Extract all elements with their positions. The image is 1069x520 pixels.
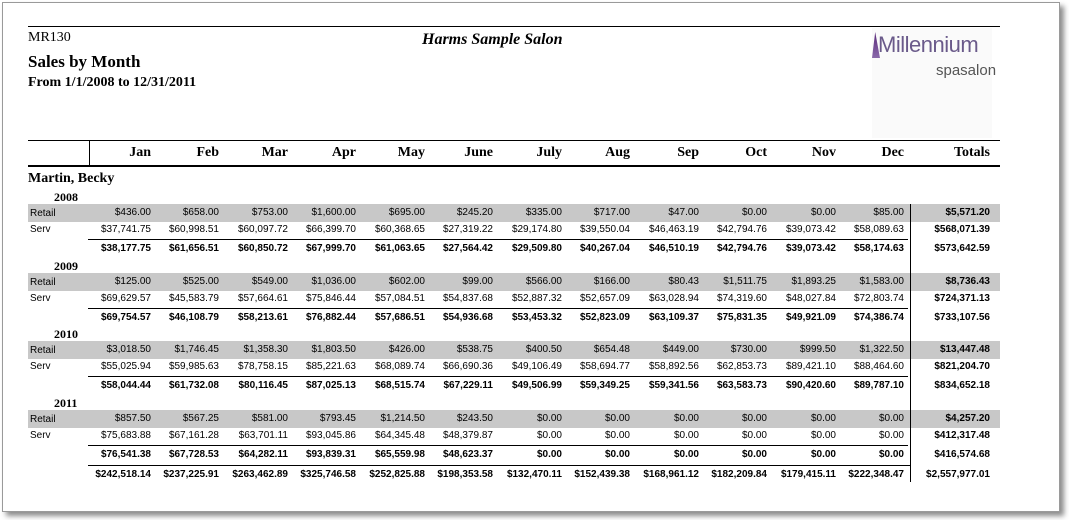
column-header-sep: Sep (677, 145, 699, 160)
grand-total-cell: $242,518.14 (95, 469, 151, 480)
column-header-nov: Nov (811, 145, 836, 160)
retail-cell: $695.00 (388, 207, 425, 218)
year-total-cell: $54,936.68 (442, 312, 493, 323)
retail-cell: $999.50 (799, 344, 836, 355)
serv-cell: $0.00 (810, 430, 836, 441)
retail-cell: $5,571.20 (945, 207, 990, 218)
retail-cell: $0.00 (878, 413, 904, 424)
year-subtotal-rule (88, 239, 908, 240)
retail-cell: $0.00 (604, 413, 630, 424)
year-total-cell: $59,341.56 (648, 380, 699, 391)
retail-cell: $658.00 (182, 207, 219, 218)
retail-cell: $243.50 (456, 413, 493, 424)
serv-cell: $49,106.49 (511, 361, 562, 372)
serv-cell: $724,371.13 (934, 293, 990, 304)
retail-cell: $1,358.30 (243, 344, 288, 355)
grand-total-cell: $2,557,977.01 (926, 469, 990, 480)
serv-cell: $42,794.76 (716, 224, 767, 235)
serv-row-label: Serv (30, 293, 51, 304)
retail-cell: $436.00 (114, 207, 151, 218)
serv-cell: $37,741.75 (100, 224, 151, 235)
year-total-cell: $74,386.74 (853, 312, 904, 323)
year-total-cell: $65,559.98 (374, 449, 425, 460)
year-total-cell: $39,073.42 (785, 243, 836, 254)
year-total-cell: $0.00 (741, 449, 767, 460)
serv-cell: $821,204.70 (934, 361, 990, 372)
serv-cell: $88,464.60 (853, 361, 904, 372)
serv-cell: $75,683.88 (100, 430, 151, 441)
grand-total-cell: $222,348.47 (848, 469, 904, 480)
retail-cell: $335.00 (525, 207, 562, 218)
serv-cell: $57,084.51 (374, 293, 425, 304)
report-title: Sales by Month (28, 52, 141, 71)
serv-cell: $59,985.63 (168, 361, 219, 372)
millennium-logo (872, 28, 997, 138)
retail-row-label: Retail (30, 414, 56, 425)
year-total-cell: $573,642.59 (934, 243, 990, 254)
serv-cell: $62,853.73 (716, 361, 767, 372)
retail-cell: $0.00 (810, 207, 836, 218)
column-header-jan: Jan (129, 145, 151, 160)
year-total-cell: $58,044.44 (100, 380, 151, 391)
retail-cell: $166.00 (593, 276, 630, 287)
column-header-may: May (397, 145, 425, 160)
year-subtotal-rule (88, 308, 908, 309)
serv-cell: $568,071.39 (934, 224, 990, 235)
year-total-cell: $76,541.38 (100, 449, 151, 460)
serv-cell: $60,368.65 (374, 224, 425, 235)
year-total-cell: $48,623.37 (442, 449, 493, 460)
retail-cell: $400.50 (525, 344, 562, 355)
retail-cell: $0.00 (536, 413, 562, 424)
year-total-cell: $61,063.65 (374, 243, 425, 254)
retail-cell: $525.00 (182, 276, 219, 287)
grand-total-cell: $168,961.12 (643, 469, 699, 480)
year-total-cell: $834,652.18 (934, 380, 990, 391)
column-header-oct: Oct (745, 145, 767, 160)
column-header-july: July (536, 145, 562, 160)
year-total-cell: $38,177.75 (100, 243, 151, 254)
serv-cell: $63,028.94 (648, 293, 699, 304)
year-total-cell: $42,794.76 (716, 243, 767, 254)
serv-cell: $60,998.51 (168, 224, 219, 235)
year-total-cell: $68,515.74 (374, 380, 425, 391)
serv-cell: $75,846.44 (305, 293, 356, 304)
year-total-cell: $0.00 (810, 449, 836, 460)
header-rule (28, 26, 1000, 27)
serv-cell: $39,550.04 (579, 224, 630, 235)
year-total-cell: $52,823.09 (579, 312, 630, 323)
retail-cell: $80.43 (668, 276, 699, 287)
year-total-cell: $49,506.99 (511, 380, 562, 391)
year-total-cell: $58,213.61 (237, 312, 288, 323)
retail-cell: $538.75 (456, 344, 493, 355)
logo-sub-text: spasalon (936, 62, 997, 79)
serv-row-label: Serv (30, 430, 51, 441)
year-total-cell: $60,850.72 (237, 243, 288, 254)
column-header-aug: Aug (605, 145, 630, 160)
serv-cell: $29,174.80 (511, 224, 562, 235)
totals-divider (910, 204, 911, 482)
retail-cell: $449.00 (662, 344, 699, 355)
retail-cell: $0.00 (673, 413, 699, 424)
retail-cell: $47.00 (668, 207, 699, 218)
retail-cell: $426.00 (388, 344, 425, 355)
serv-cell: $58,089.63 (853, 224, 904, 235)
year-total-cell: $29,509.80 (511, 243, 562, 254)
retail-cell: $1,583.00 (859, 276, 904, 287)
retail-cell: $654.48 (593, 344, 630, 355)
retail-cell: $0.00 (810, 413, 836, 424)
column-header-totals: Totals (953, 145, 990, 160)
retail-cell: $1,600.00 (311, 207, 356, 218)
retail-cell: $581.00 (251, 413, 288, 424)
serv-cell: $57,664.61 (237, 293, 288, 304)
serv-cell: $0.00 (878, 430, 904, 441)
column-header-june: June (464, 145, 493, 160)
grand-total-cell: $325,746.58 (300, 469, 356, 480)
year-total-cell: $63,109.37 (648, 312, 699, 323)
year-total-cell: $733,107.56 (934, 312, 990, 323)
serv-cell: $68,089.74 (374, 361, 425, 372)
year-total-cell: $53,453.32 (511, 312, 562, 323)
retail-cell: $1,893.25 (791, 276, 836, 287)
serv-cell: $48,027.84 (785, 293, 836, 304)
year-total-cell: $67,728.53 (168, 449, 219, 460)
serv-cell: $93,045.86 (305, 430, 356, 441)
year-total-cell: $0.00 (878, 449, 904, 460)
year-total-cell: $27,564.42 (442, 243, 493, 254)
year-total-cell: $90,420.60 (785, 380, 836, 391)
grand-total-cell: $132,470.11 (506, 469, 562, 480)
grand-total-rule (88, 465, 910, 466)
retail-cell: $730.00 (730, 344, 767, 355)
retail-cell: $1,214.50 (380, 413, 425, 424)
retail-cell: $1,036.00 (311, 276, 356, 287)
year-total-cell: $75,831.35 (716, 312, 767, 323)
grand-total-cell: $263,462.89 (232, 469, 288, 480)
year-label: 2009 (54, 259, 78, 273)
retail-cell: $717.00 (593, 207, 630, 218)
serv-cell: $66,690.36 (442, 361, 493, 372)
retail-cell: $0.00 (741, 413, 767, 424)
serv-cell: $52,887.32 (511, 293, 562, 304)
year-total-cell: $63,583.73 (716, 380, 767, 391)
retail-cell: $85.00 (873, 207, 904, 218)
retail-cell: $602.00 (388, 276, 425, 287)
column-header-top-rule (28, 140, 1000, 141)
serv-cell: $85,221.63 (305, 361, 356, 372)
retail-cell: $566.00 (525, 276, 562, 287)
year-total-cell: $80,116.45 (238, 380, 288, 391)
grand-total-cell: $152,439.38 (574, 469, 630, 480)
year-total-cell: $46,510.19 (648, 243, 699, 254)
logo-main-text: Millennium (878, 32, 979, 57)
retail-cell: $245.20 (456, 207, 493, 218)
year-label: 2008 (54, 190, 78, 204)
retail-cell: $3,018.50 (106, 344, 151, 355)
serv-cell: $69,629.57 (100, 293, 151, 304)
retail-cell: $1,322.50 (859, 344, 904, 355)
serv-cell: $48,379.87 (442, 430, 493, 441)
year-total-cell: $59,349.25 (579, 380, 630, 391)
year-total-cell: $0.00 (604, 449, 630, 460)
year-total-cell: $61,732.08 (168, 380, 219, 391)
employee-name: Martin, Becky (28, 171, 115, 186)
serv-cell: $58,892.56 (648, 361, 699, 372)
column-header-apr: Apr (331, 145, 356, 160)
retail-row-label: Retail (30, 208, 56, 219)
serv-cell: $67,161.28 (168, 430, 219, 441)
serv-row-label: Serv (30, 224, 51, 235)
serv-cell: $89,421.10 (785, 361, 836, 372)
retail-cell: $753.00 (251, 207, 288, 218)
column-header-mar: Mar (261, 145, 288, 160)
serv-cell: $72,803.74 (853, 293, 904, 304)
serv-cell: $52,657.09 (579, 293, 630, 304)
year-total-cell: $416,574.68 (934, 449, 990, 460)
retail-cell: $793.45 (319, 413, 356, 424)
retail-cell: $4,257.20 (945, 413, 990, 424)
grand-total-cell: $237,225.91 (163, 469, 219, 480)
serv-cell: $66,399.70 (305, 224, 356, 235)
retail-cell: $549.00 (251, 276, 288, 287)
serv-cell: $63,701.11 (238, 430, 288, 441)
retail-cell: $1,803.50 (311, 344, 356, 355)
year-total-cell: $89,787.10 (853, 380, 904, 391)
serv-cell: $45,583.79 (168, 293, 219, 304)
year-total-cell: $69,754.57 (100, 312, 151, 323)
year-subtotal-rule (88, 445, 908, 446)
serv-cell: $78,758.15 (237, 361, 288, 372)
serv-cell: $46,463.19 (648, 224, 699, 235)
serv-cell: $58,694.77 (579, 361, 630, 372)
retail-cell: $13,447.48 (939, 344, 990, 355)
grand-total-cell: $179,415.11 (780, 469, 836, 480)
grand-total-cell: $182,209.84 (711, 469, 767, 480)
serv-cell: $27,319.22 (442, 224, 493, 235)
serv-cell: $39,073.42 (785, 224, 836, 235)
column-header-dec: Dec (881, 145, 904, 160)
retail-cell: $99.00 (462, 276, 493, 287)
retail-row-label: Retail (30, 345, 56, 356)
year-total-cell: $67,229.11 (443, 380, 493, 391)
retail-cell: $567.25 (182, 413, 219, 424)
serv-cell: $55,025.94 (100, 361, 151, 372)
column-header-feb: Feb (196, 145, 219, 160)
year-total-cell: $93,839.31 (305, 449, 356, 460)
year-total-cell: $40,267.04 (579, 243, 630, 254)
year-total-cell: $0.00 (673, 449, 699, 460)
retail-cell: $857.50 (114, 413, 151, 424)
serv-cell: $0.00 (741, 430, 767, 441)
year-total-cell: $61,656.51 (168, 243, 219, 254)
serv-cell: $0.00 (604, 430, 630, 441)
serv-cell: $0.00 (536, 430, 562, 441)
year-subtotal-rule (88, 376, 908, 377)
year-total-cell: $57,686.51 (374, 312, 425, 323)
serv-cell: $64,345.48 (374, 430, 425, 441)
year-total-cell: $58,174.63 (853, 243, 904, 254)
year-total-cell: $64,282.11 (238, 449, 288, 460)
serv-cell: $54,837.68 (442, 293, 493, 304)
retail-cell: $1,511.75 (723, 276, 767, 287)
grand-total-cell: $252,825.88 (369, 469, 425, 480)
retail-row-label: Retail (30, 277, 56, 288)
retail-cell: $8,736.43 (945, 276, 990, 287)
serv-cell: $74,319.60 (716, 293, 767, 304)
report-code: MR130 (28, 30, 71, 45)
serv-cell: $0.00 (673, 430, 699, 441)
year-total-cell: $87,025.13 (305, 380, 356, 391)
serv-row-label: Serv (30, 361, 51, 372)
grand-total-cell: $198,353.58 (437, 469, 493, 480)
column-header-bottom-rule (28, 165, 1000, 167)
company-name: Harms Sample Salon (422, 31, 563, 48)
report-date-range: From 1/1/2008 to 12/31/2011 (28, 75, 197, 90)
year-label: 2010 (54, 327, 78, 341)
retail-cell: $1,746.45 (174, 344, 219, 355)
year-label: 2011 (54, 396, 78, 410)
year-total-cell: $46,108.79 (168, 312, 219, 323)
retail-cell: $125.00 (114, 276, 151, 287)
year-total-cell: $0.00 (536, 449, 562, 460)
year-total-cell: $49,921.09 (785, 312, 836, 323)
year-total-cell: $76,882.44 (305, 312, 356, 323)
serv-cell: $60,097.72 (237, 224, 288, 235)
serv-cell: $412,317.48 (934, 430, 990, 441)
year-total-cell: $67,999.70 (305, 243, 356, 254)
retail-cell: $0.00 (741, 207, 767, 218)
